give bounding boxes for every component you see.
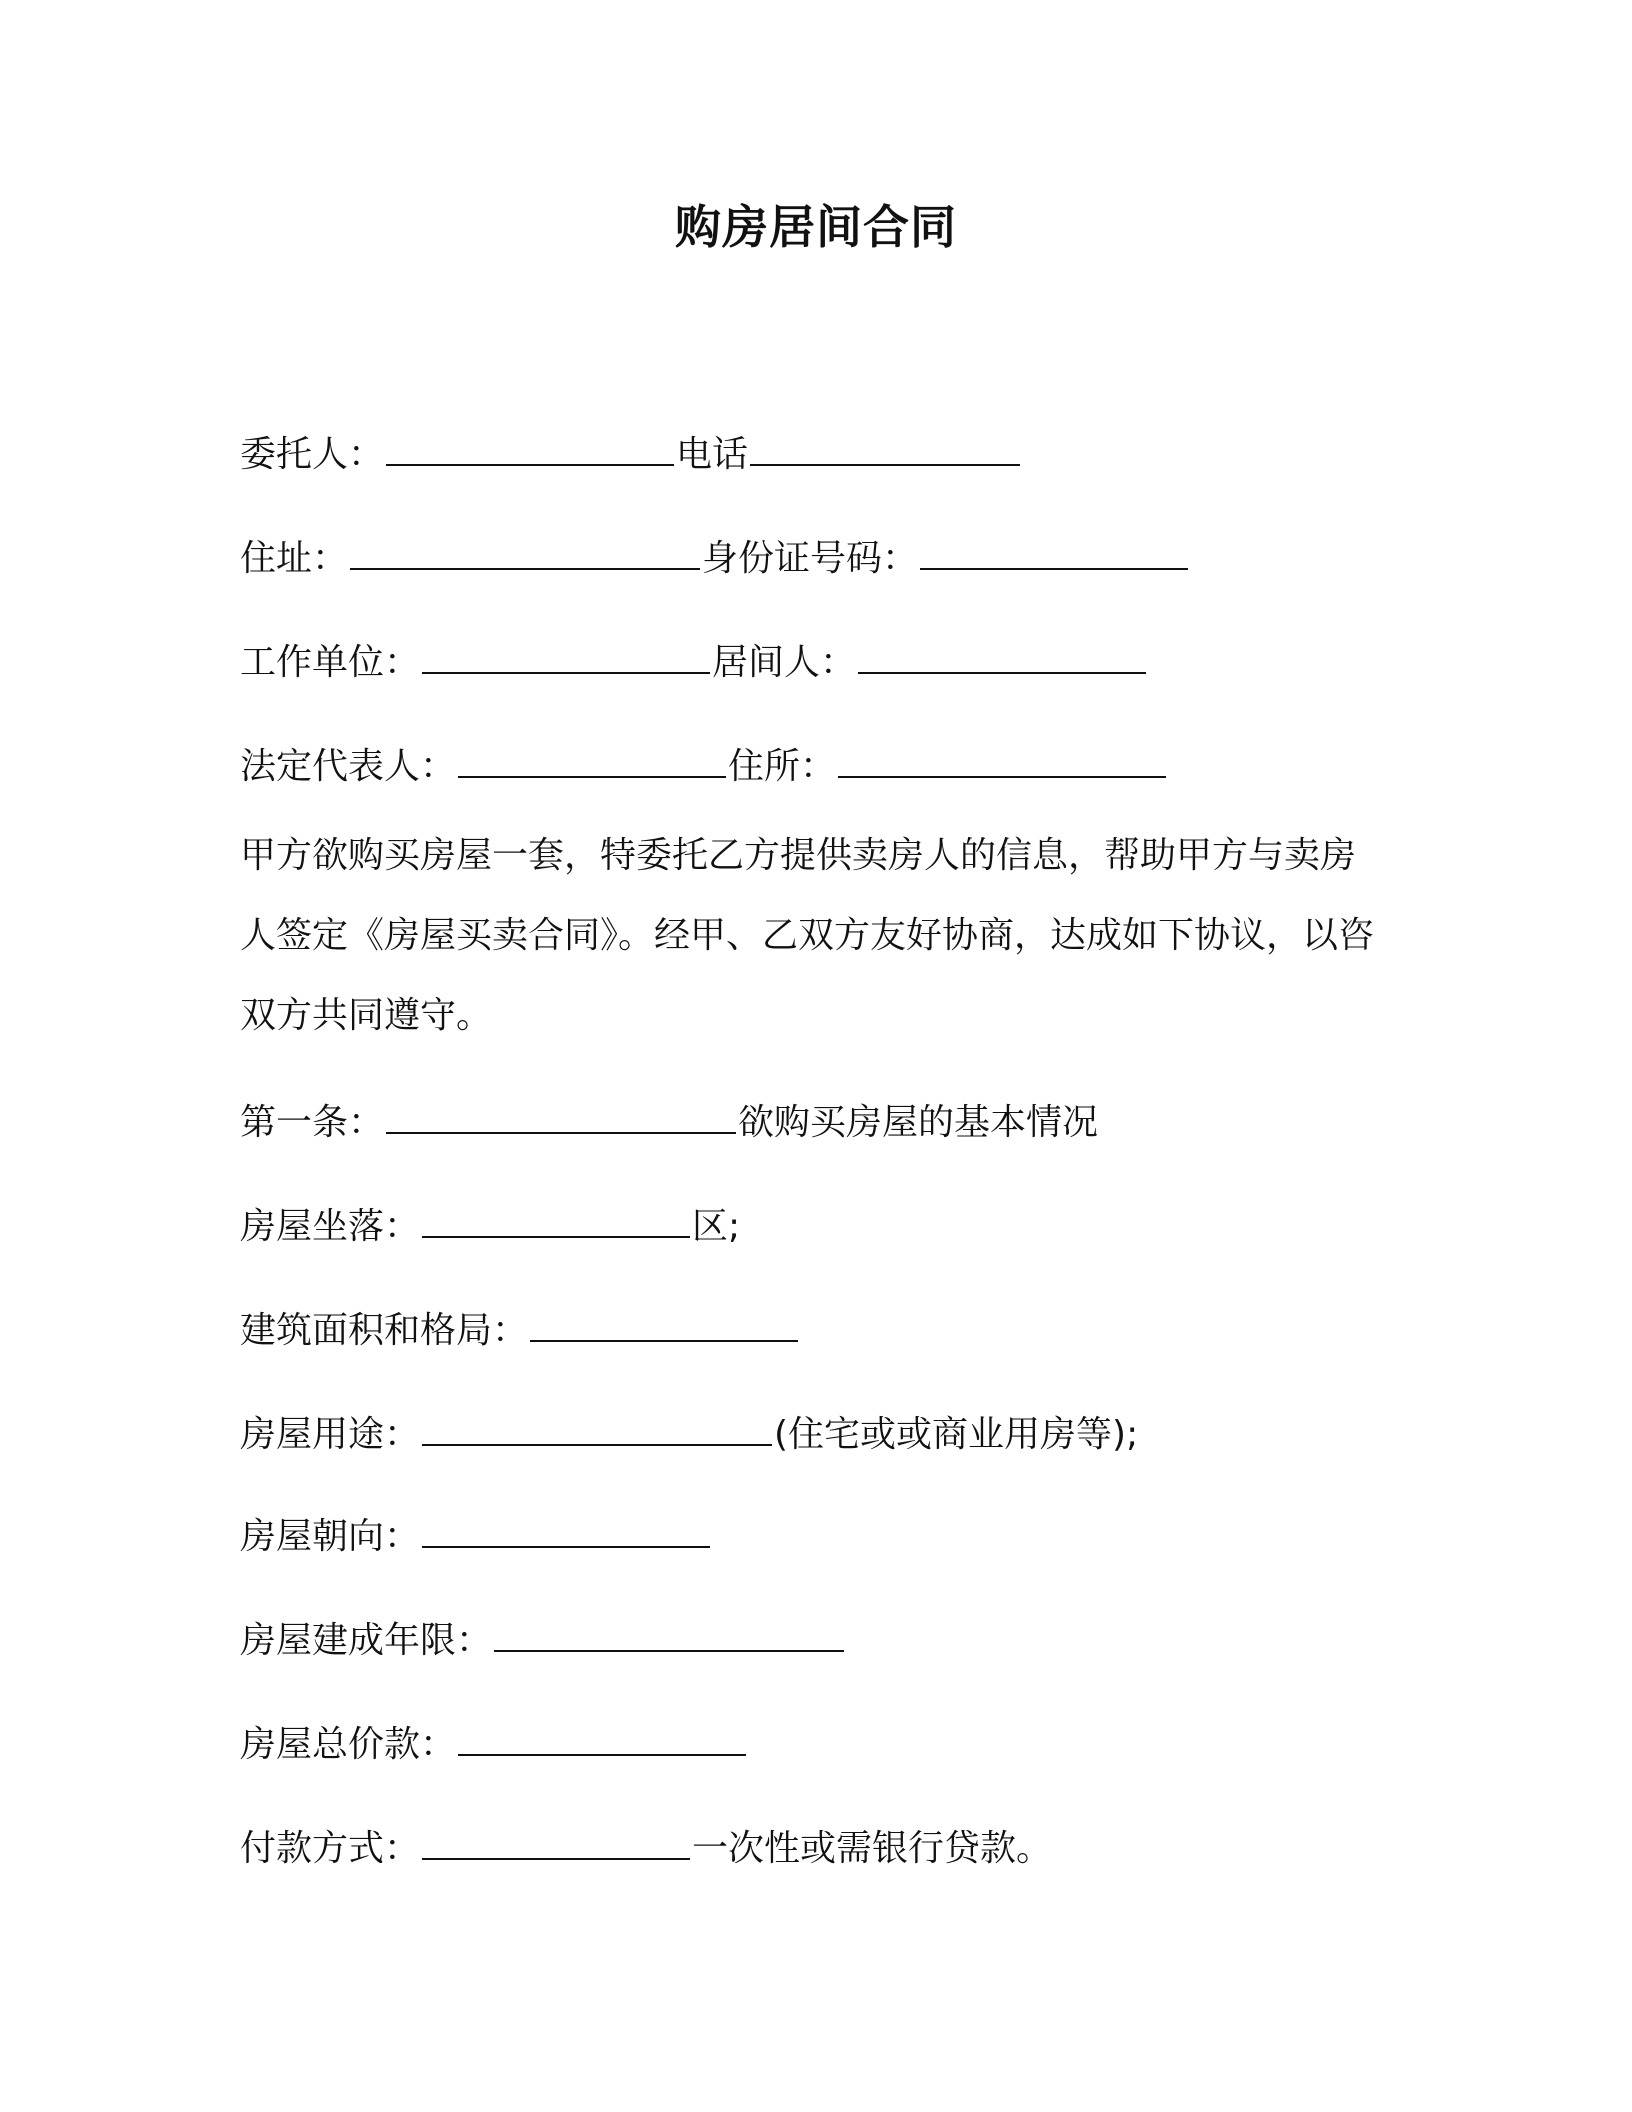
client-row	[240, 424, 1022, 481]
broker-label: 居间人：	[712, 642, 857, 683]
article-1-blank[interactable]	[386, 1092, 736, 1134]
article-1-row	[240, 1092, 1098, 1149]
usage-row	[240, 1404, 1138, 1461]
age-blank[interactable]	[494, 1610, 844, 1652]
location-row	[240, 1196, 740, 1253]
article-1-suffix: 欲购买房屋的基本情况	[738, 1102, 1099, 1143]
broker-blank[interactable]	[858, 632, 1146, 674]
article-1-label: 第一条：	[240, 1102, 385, 1143]
document-title: 购房居间合同	[675, 200, 957, 254]
address-blank[interactable]	[350, 528, 700, 570]
location-suffix: 区;	[692, 1206, 741, 1247]
usage-blank[interactable]	[422, 1404, 772, 1446]
client-label: 委托人：	[240, 434, 385, 475]
legal-rep-label: 法定代表人：	[240, 746, 457, 787]
area-label: 建筑面积和格局：	[240, 1310, 529, 1351]
area-blank[interactable]	[530, 1300, 798, 1342]
location-label: 房屋坐落：	[240, 1206, 421, 1247]
orientation-blank[interactable]	[422, 1506, 710, 1548]
payment-suffix: 一次性或需银行贷款。	[692, 1828, 1053, 1869]
address-label: 住址：	[240, 538, 349, 579]
age-label: 房屋建成年限：	[240, 1620, 493, 1661]
usage-suffix: (住宅或或商业用房等);	[774, 1414, 1139, 1455]
payment-label: 付款方式：	[240, 1828, 421, 1869]
phone-label: 电话	[676, 434, 749, 475]
payment-row	[240, 1818, 1052, 1875]
age-row	[240, 1610, 846, 1667]
address-row	[240, 528, 1190, 585]
payment-blank[interactable]	[422, 1818, 690, 1860]
work-unit-blank[interactable]	[422, 632, 710, 674]
legal-rep-blank[interactable]	[458, 736, 726, 778]
orientation-label: 房屋朝向：	[240, 1516, 421, 1557]
work-unit-row	[240, 632, 1148, 689]
client-blank[interactable]	[386, 424, 674, 466]
orientation-row	[240, 1506, 712, 1563]
price-blank[interactable]	[458, 1714, 746, 1756]
location-blank[interactable]	[422, 1196, 690, 1238]
area-row	[240, 1300, 800, 1357]
usage-label: 房屋用途：	[240, 1414, 421, 1455]
legal-rep-row	[240, 736, 1168, 793]
id-number-blank[interactable]	[920, 528, 1188, 570]
work-unit-label: 工作单位：	[240, 642, 421, 683]
residence-label: 住所：	[728, 746, 837, 787]
phone-blank[interactable]	[750, 424, 1020, 466]
residence-blank[interactable]	[838, 736, 1166, 778]
price-row	[240, 1714, 748, 1771]
intro-paragraph: 甲方欲购买房屋一套，特委托乙方提供卖房人的信息，帮助甲方与卖房人签定《房屋买卖合同》。经甲、乙双方友好协商，达成如下协议，以咨双方共同遵守。	[240, 835, 1375, 1036]
id-number-label: 身份证号码：	[702, 538, 919, 579]
price-label: 房屋总价款：	[240, 1724, 457, 1765]
